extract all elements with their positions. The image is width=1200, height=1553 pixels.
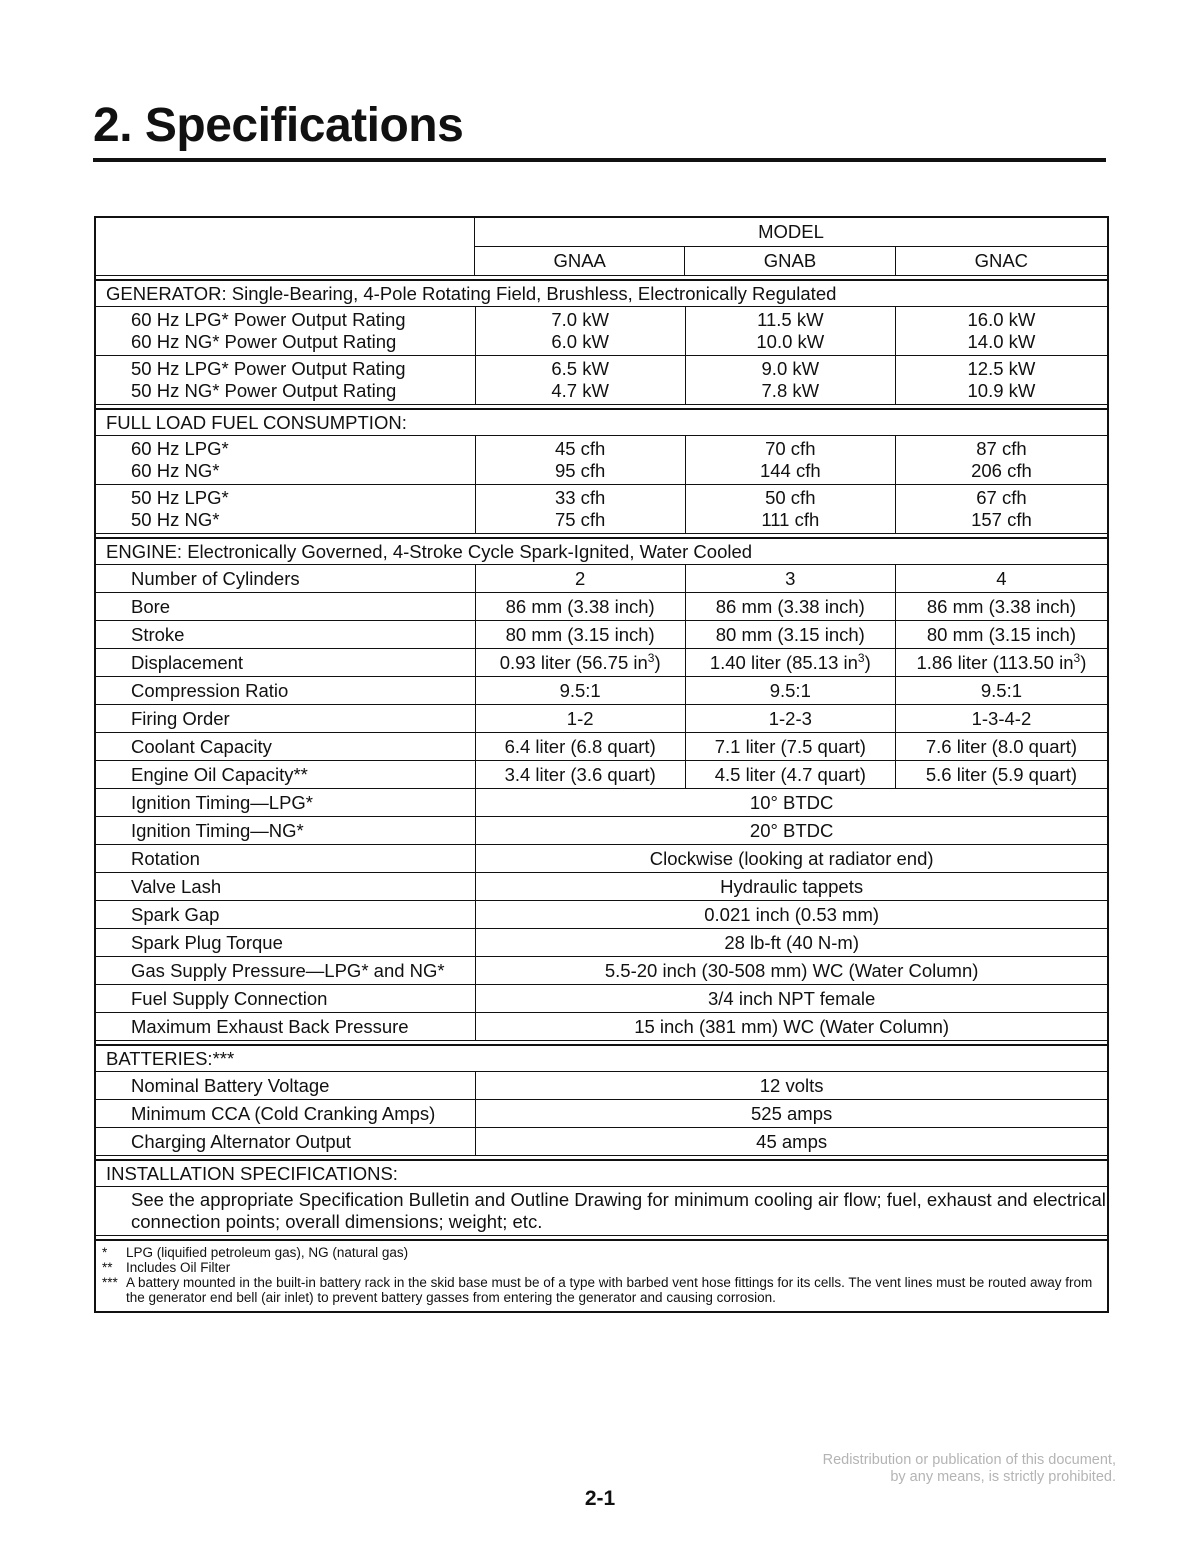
spec-row xyxy=(96,761,1107,789)
row-value: 7.6 liter (8.0 quart) xyxy=(925,735,1078,757)
row-value: 7.1 liter (7.5 quart) xyxy=(686,733,896,760)
row-value: 3.4 liter (3.6 quart) xyxy=(476,761,686,788)
row-label: Valve Lash xyxy=(96,873,476,900)
spec-row-shared xyxy=(96,1128,1107,1156)
generator-section-header xyxy=(96,279,1107,307)
spec-row-group xyxy=(96,356,1107,405)
row-label: 50 Hz LPG* 50 Hz NG* xyxy=(96,485,476,533)
spec-row-shared xyxy=(96,1013,1107,1041)
spec-row xyxy=(96,593,1107,621)
model-name: GNAB xyxy=(685,247,895,275)
row-label: Spark Gap xyxy=(96,901,476,928)
row-label: 60 Hz LPG* Power Output Rating 60 Hz NG* Power Output Rating xyxy=(96,307,476,355)
row-value: 1.86 liter (113.50 $in^3$) xyxy=(916,650,1087,673)
row-label: Spark Plug Torque xyxy=(96,929,476,956)
spec-row xyxy=(96,677,1107,705)
page-number: 2-1 xyxy=(584,1487,616,1510)
page-title: 2. Specifications xyxy=(93,99,464,152)
row-value: 86 mm (3.38 inch) xyxy=(926,595,1076,617)
spec-row-shared xyxy=(96,985,1107,1013)
row-value: 9.5:1 xyxy=(686,677,896,704)
row-value: 525 amps xyxy=(751,1102,833,1124)
model-header-blank xyxy=(96,218,475,275)
row-value: 5.6 liter (5.9 quart) xyxy=(925,763,1078,785)
spec-row-shared xyxy=(96,929,1107,957)
row-value: 12.5 kW 10.9 kW xyxy=(967,358,1036,401)
row-value: 3 xyxy=(686,565,896,592)
row-value: 7.0 kW 6.0 kW xyxy=(476,307,686,355)
section-header: ENGINE: Electronically Governed, 4-Stroke Cycle Spark-Ignited, Water Cooled xyxy=(106,540,753,562)
spec-row-shared xyxy=(96,817,1107,845)
row-value: 80 mm (3.15 inch) xyxy=(686,621,896,648)
row-value: 4 xyxy=(996,567,1007,589)
row-label: Fuel Supply Connection xyxy=(96,985,476,1012)
spec-row-shared xyxy=(96,1100,1107,1128)
row-value: 86 mm (3.38 inch) xyxy=(686,593,896,620)
redistribution-notice: Redistribution or publication of this document, by any means, is strictly prohibited. xyxy=(822,1452,1116,1485)
row-label: 60 Hz LPG* 60 Hz NG* xyxy=(96,436,476,484)
row-value: 11.5 kW 10.0 kW xyxy=(686,307,896,355)
row-value: 70 cfh 144 cfh xyxy=(686,436,896,484)
row-value: 9.5:1 xyxy=(476,677,686,704)
row-value: 15 inch (381 mm) WC (Water Column) xyxy=(634,1015,950,1037)
footnotes xyxy=(96,1241,1107,1311)
spec-row-shared xyxy=(96,873,1107,901)
model-name: GNAA xyxy=(475,247,685,275)
row-value: 1-3-4-2 xyxy=(971,707,1032,729)
row-value: 6.5 kW 4.7 kW xyxy=(476,356,686,404)
row-label: Displacement xyxy=(96,649,476,676)
row-value: 12 volts xyxy=(759,1074,824,1096)
row-value: 67 cfh 157 cfh xyxy=(971,487,1032,530)
model-label: MODEL xyxy=(475,218,1107,247)
spec-row-shared xyxy=(96,957,1107,985)
spec-row-group xyxy=(96,307,1107,356)
row-value: 1-2 xyxy=(476,705,686,732)
row-value: 87 cfh 206 cfh xyxy=(971,438,1032,481)
section-header: BATTERIES:*** xyxy=(106,1047,235,1069)
spec-row-group xyxy=(96,485,1107,534)
spec-row-shared xyxy=(96,1072,1107,1100)
installation-text: See the appropriate Specification Bulletin and Outline Drawing for minimum cooling air flow; fuel, exhaust and electrical connection points; overall dimensions; weight; etc. xyxy=(131,1189,1106,1232)
footnote: ** Includes Oil Filter xyxy=(102,1260,231,1275)
row-label: 50 Hz LPG* Power Output Rating 50 Hz NG* Power Output Rating xyxy=(96,356,476,404)
row-label: Compression Ratio xyxy=(96,677,476,704)
spec-table xyxy=(94,216,1109,1313)
row-value: 86 mm (3.38 inch) xyxy=(476,593,686,620)
row-value: 45 amps xyxy=(756,1130,828,1152)
row-value: Clockwise (looking at radiator end) xyxy=(649,847,934,869)
row-label: Gas Supply Pressure—LPG* and NG* xyxy=(96,957,476,984)
row-label: Minimum CCA (Cold Cranking Amps) xyxy=(96,1100,476,1127)
row-value: 80 mm (3.15 inch) xyxy=(476,621,686,648)
fuel-section-header xyxy=(96,408,1107,436)
row-value: Hydraulic tappets xyxy=(720,875,864,897)
spec-row-displacement xyxy=(96,649,1107,677)
row-label: Maximum Exhaust Back Pressure xyxy=(96,1013,476,1040)
row-value: 3/4 inch NPT female xyxy=(708,987,876,1009)
model-name: GNAC xyxy=(974,250,1029,271)
row-value: 1.40 liter (85.13 $in^3$) xyxy=(686,649,896,676)
spec-row-group xyxy=(96,436,1107,485)
row-value: 0.93 liter (56.75 $in^3$) xyxy=(476,649,686,676)
row-label: Ignition Timing—NG* xyxy=(96,817,476,844)
footnote: *** A battery mounted in the built-in battery rack in the skid base must be of a type with barbed vent hose fittings for its cells. The vent lines must be routed away from the generator end bell (air inlet) to prevent battery gasses from entering the generator and causing corrosion. xyxy=(102,1275,1093,1305)
row-label: Bore xyxy=(96,593,476,620)
row-value: 0.021 inch (0.53 mm) xyxy=(704,903,880,925)
row-label: Firing Order xyxy=(96,705,476,732)
installation-row xyxy=(96,1187,1107,1236)
installation-section-header xyxy=(96,1159,1107,1187)
row-value: 50 cfh 111 cfh xyxy=(686,485,896,533)
row-value: 80 mm (3.15 inch) xyxy=(926,623,1076,645)
spec-row-shared xyxy=(96,845,1107,873)
title-rule xyxy=(93,158,1106,162)
row-label: Number of Cylinders xyxy=(96,565,476,592)
row-value: 5.5-20 inch (30-508 mm) WC (Water Column) xyxy=(604,959,979,981)
row-value: 10° BTDC xyxy=(749,791,834,813)
row-value: 2 xyxy=(476,565,686,592)
footnote: * LPG (liquified petroleum gas), NG (natural gas) xyxy=(102,1245,409,1260)
section-header: GENERATOR: Single-Bearing, 4-Pole Rotating Field, Brushless, Electronically Regulated xyxy=(106,282,837,304)
row-value: 4.5 liter (4.7 quart) xyxy=(686,761,896,788)
model-header-row xyxy=(96,218,1107,276)
row-label: Engine Oil Capacity** xyxy=(96,761,476,788)
spec-row xyxy=(96,705,1107,733)
row-value: 20° BTDC xyxy=(749,819,834,841)
spec-row xyxy=(96,565,1107,593)
row-value: 28 lb-ft (40 N-m) xyxy=(724,931,859,953)
spec-row-shared xyxy=(96,901,1107,929)
row-label: Coolant Capacity xyxy=(96,733,476,760)
footnotes-row xyxy=(96,1239,1107,1311)
row-value: 9.5:1 xyxy=(980,679,1023,701)
batteries-section-header xyxy=(96,1044,1107,1072)
row-label: Stroke xyxy=(96,621,476,648)
row-value: 1-2-3 xyxy=(686,705,896,732)
section-header: FULL LOAD FUEL CONSUMPTION: xyxy=(106,411,407,433)
spec-row xyxy=(96,621,1107,649)
row-label: Ignition Timing—LPG* xyxy=(96,789,476,816)
row-value: 33 cfh 75 cfh xyxy=(476,485,686,533)
spec-row xyxy=(96,733,1107,761)
row-value: 9.0 kW 7.8 kW xyxy=(686,356,896,404)
row-label: Charging Alternator Output xyxy=(96,1128,476,1155)
model-header xyxy=(475,218,1107,275)
row-value: 6.4 liter (6.8 quart) xyxy=(476,733,686,760)
row-label: Nominal Battery Voltage xyxy=(96,1072,476,1099)
row-value: 16.0 kW 14.0 kW xyxy=(967,309,1036,352)
engine-section-header xyxy=(96,537,1107,565)
section-header: INSTALLATION SPECIFICATIONS: xyxy=(106,1162,398,1184)
row-label: Rotation xyxy=(96,845,476,872)
spec-row-shared xyxy=(96,789,1107,817)
row-value: 45 cfh 95 cfh xyxy=(476,436,686,484)
